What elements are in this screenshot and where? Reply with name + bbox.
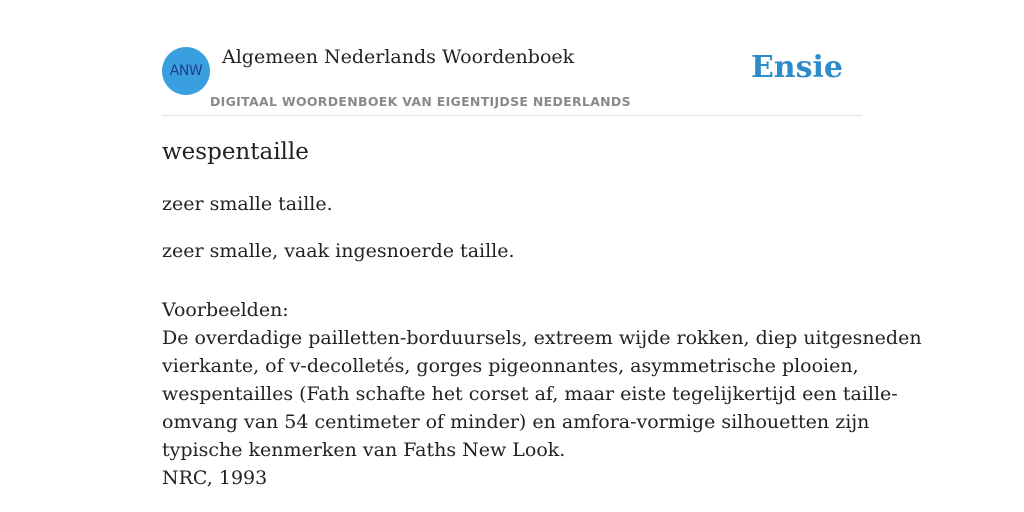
headword: wespentaille [162, 139, 309, 165]
header-divider [162, 115, 862, 116]
logo-text: ANW [169, 63, 203, 79]
example-line: omvang van 54 centimeter of minder) en amfora-vormige silhouetten zijn [162, 411, 870, 433]
example-line: typische kenmerken van Faths New Look. [162, 439, 566, 461]
examples-label: Voorbeelden: [162, 299, 289, 321]
brand-logo[interactable]: Ensie [750, 50, 843, 85]
example-source: NRC, 1993 [162, 467, 268, 489]
example-line: vierkante, of v-decolletés, gorges pigeonnantes, asymmetrische plooien, [162, 355, 859, 377]
examples-block [162, 296, 922, 492]
site-subtitle: DIGITAAL WOORDENBOEK VAN EIGENTIJDSE NEDERLANDS [210, 94, 631, 109]
anw-logo[interactable] [162, 47, 210, 95]
definition-2: zeer smalle, vaak ingesnoerde taille. [162, 240, 515, 262]
site-title[interactable]: Algemeen Nederlands Woordenboek [222, 46, 575, 68]
example-line: De overdadige pailletten-borduursels, extreem wijde rokken, diep uitgesneden [162, 327, 922, 349]
example-line: wespentailles (Fath schafte het corset af, maar eiste tegelijkertijd een taille- [162, 383, 898, 405]
definition-1: zeer smalle taille. [162, 193, 333, 215]
